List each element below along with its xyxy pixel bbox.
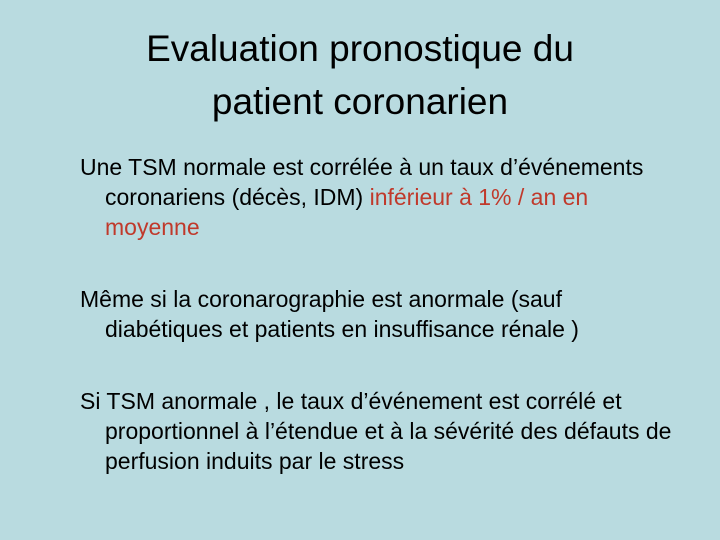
slide-title-line-1: Evaluation pronostique du — [146, 28, 574, 69]
bullet-text: Même si la coronarographie est anormale (sauf diabétiques et patients en insuffisance rénale ) — [80, 286, 579, 342]
bullet-item-coronarographie — [80, 284, 680, 344]
slide-title — [60, 22, 660, 128]
bullet-text: Une TSM normale est corrélée à un taux d’événements coronariens (décès, IDM) — [80, 154, 644, 210]
slide-title-line-2: patient coronarien — [211, 81, 509, 122]
bullet-item-tsm-normale — [80, 152, 680, 242]
bullet-highlight-text: inférieur à 1% / an en moyenne — [105, 184, 589, 240]
bullet-item-tsm-anormale — [80, 386, 680, 476]
bullet-list — [80, 152, 680, 476]
bullet-text: Si TSM anormale , le taux d’événement est corrélé et proportionnel à l’étendue et à la sévérité des défauts de perfusion induits par le stress — [80, 388, 672, 474]
